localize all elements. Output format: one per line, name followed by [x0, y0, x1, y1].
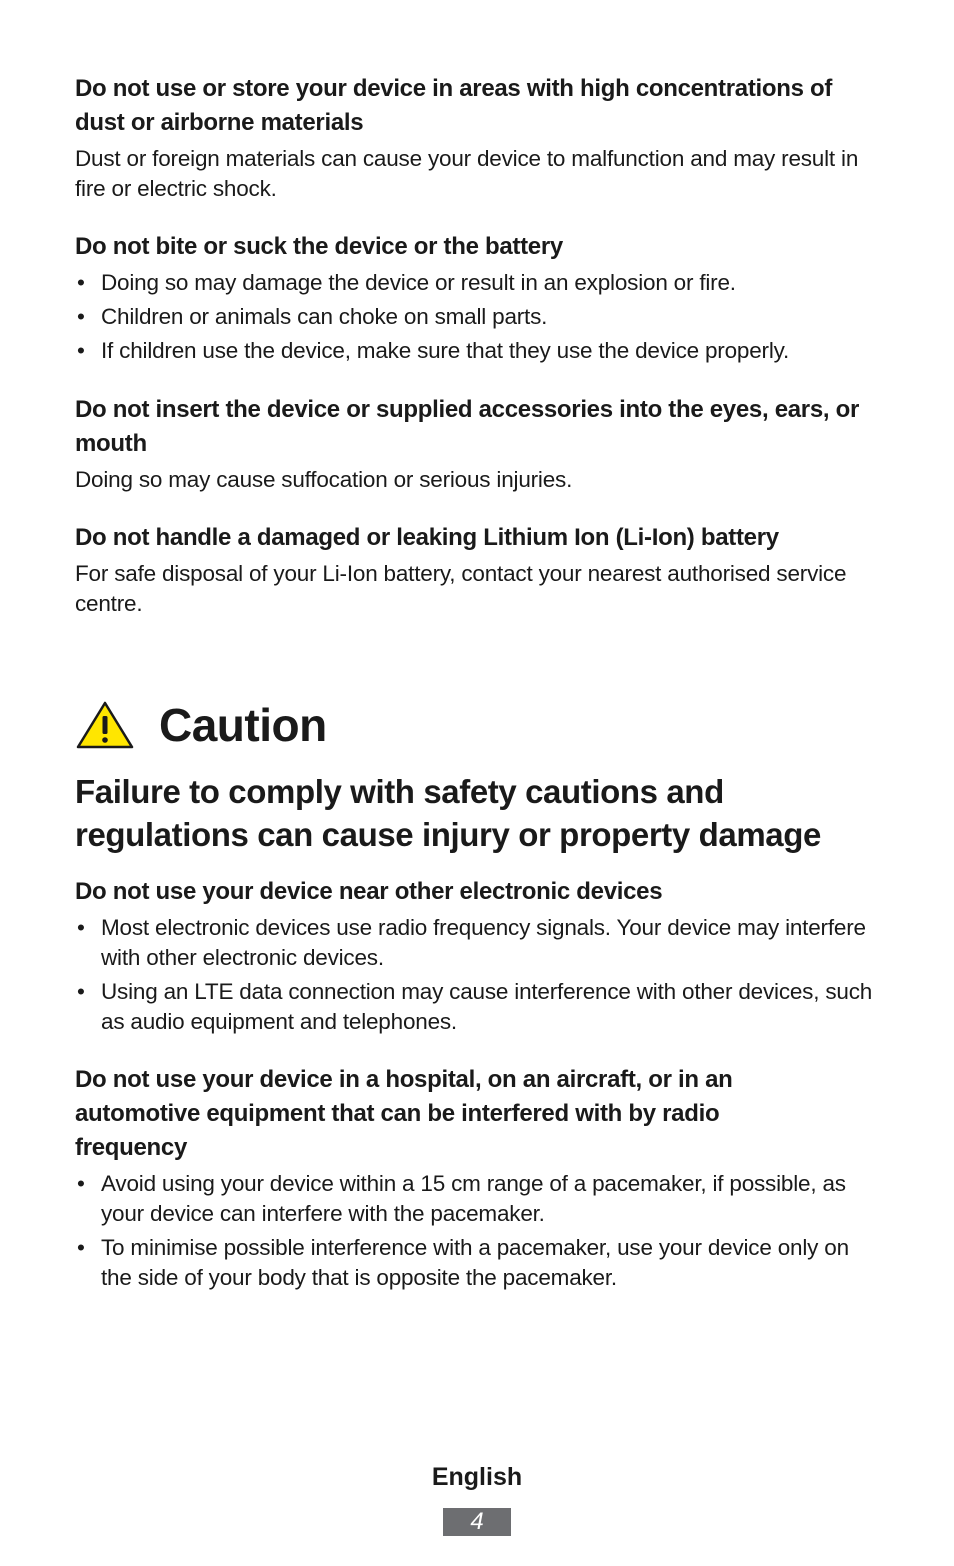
section-heading: Do not handle a damaged or leaking Lithium Ion (Li-Ion) battery	[75, 524, 779, 551]
caution-heading: Caution	[159, 699, 327, 751]
bullet-list	[75, 913, 880, 1037]
section-electronic-devices	[75, 875, 880, 1041]
page-number-badge: 4	[443, 1508, 511, 1536]
list-item: • Avoid using your device within a 15 cm range of a pacemaker, if possible, as your device can interfere with the pacemaker.	[77, 1171, 846, 1226]
bullet-dot: •	[77, 1171, 85, 1196]
section-body: For safe disposal of your Li-Ion battery, contact your nearest authorised service centre.	[75, 561, 847, 616]
list-item: • Most electronic devices use radio frequency signals. Your device may interfere with other electronic devices.	[77, 915, 866, 970]
section-heading: Do not insert the device or supplied accessories into the eyes, ears, or mouth	[75, 396, 860, 457]
bullet-dot: •	[77, 270, 85, 295]
list-item: • Children or animals can choke on small parts.	[75, 302, 880, 332]
bullet-dot: •	[77, 1235, 85, 1260]
section-body: Dust or foreign materials can cause your device to malfunction and may result in fire or electric shock.	[75, 146, 859, 201]
bullet-dot: •	[77, 979, 85, 1004]
section-hospital-aircraft	[75, 1063, 880, 1297]
footer-language: English	[431, 1463, 523, 1491]
section-insert	[75, 393, 880, 495]
list-item: • If children use the device, make sure that they use the device properly.	[75, 336, 880, 366]
section-heading: Do not use your device near other electronic devices	[75, 878, 663, 905]
caution-title	[75, 695, 327, 755]
section-heading: Do not use your device in a hospital, on an aircraft, or in an automotive equipment that can be interfered with by radio frequency	[75, 1066, 733, 1161]
section-body: Doing so may cause suffocation or serious injuries.	[75, 467, 573, 492]
bullet-dot: •	[77, 915, 85, 940]
list-item: • Using an LTE data connection may cause interference with other devices, such as audio equipment and telephones.	[77, 979, 873, 1034]
bullet-list	[75, 1169, 880, 1293]
caution-subtitle: Failure to comply with safety cautions and regulations can cause injury or property damage	[75, 773, 821, 853]
section-heading: Do not bite or suck the device or the battery	[75, 233, 563, 260]
section-bite	[75, 230, 880, 370]
bullet-dot: •	[77, 338, 85, 363]
bullet-dot: •	[77, 304, 85, 329]
section-battery	[75, 521, 880, 619]
list-item: • Doing so may damage the device or result in an explosion or fire.	[75, 268, 880, 298]
warning-triangle-icon	[75, 700, 135, 750]
list-item: • To minimise possible interference with a pacemaker, use your device only on the side of your body that is opposite the pacemaker.	[77, 1235, 849, 1290]
bullet-list	[75, 268, 880, 366]
section-dust	[75, 72, 880, 204]
section-heading: Do not use or store your device in areas with high concentrations of dust or airborne materials	[75, 75, 833, 136]
